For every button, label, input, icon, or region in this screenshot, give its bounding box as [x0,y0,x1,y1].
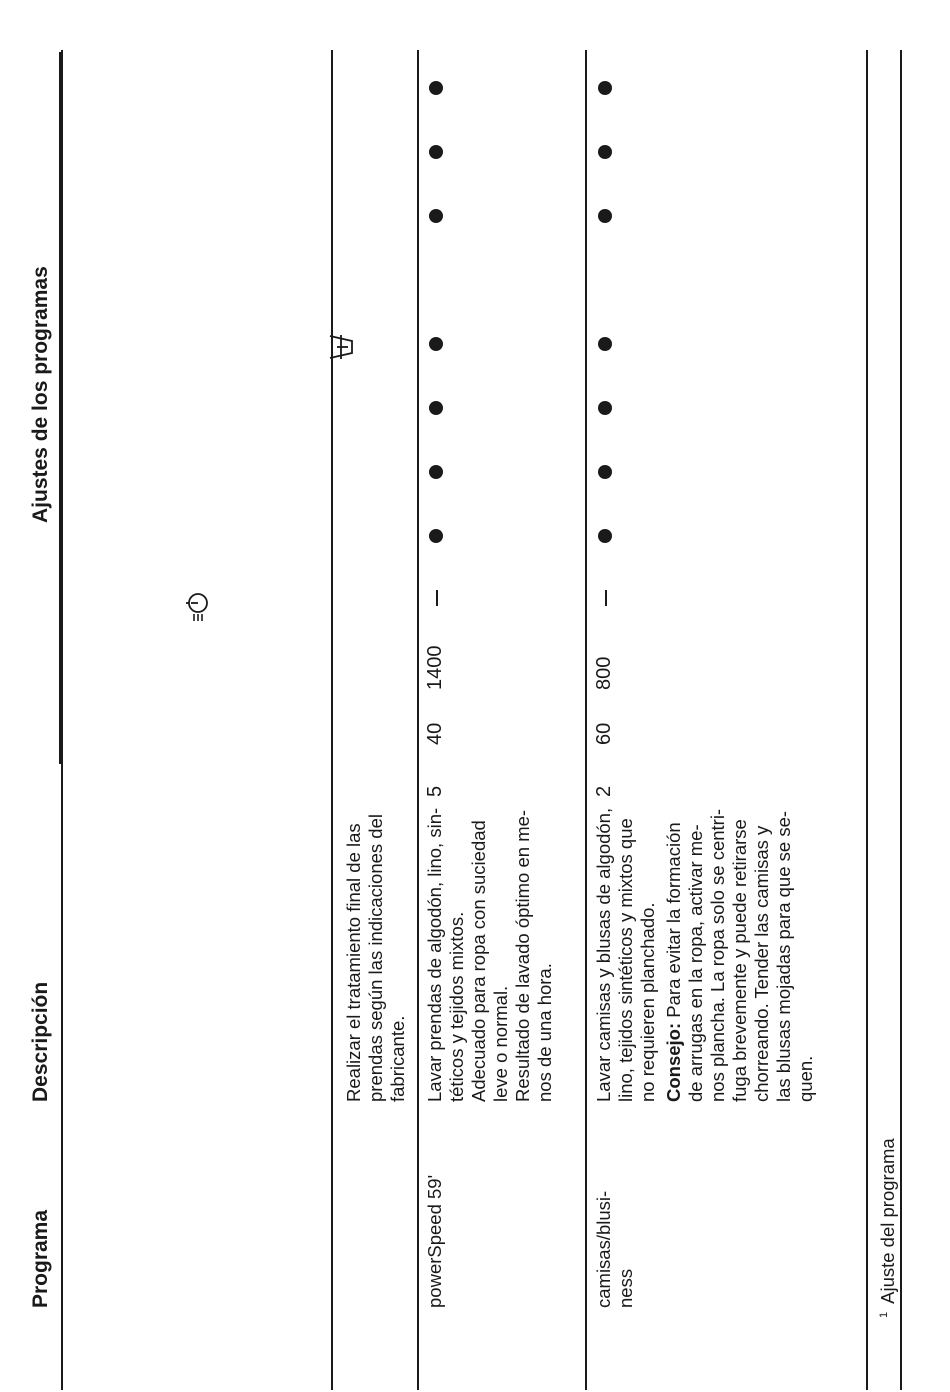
footnote-text: Ajuste del programa [877,1138,899,1304]
row1-dot [429,465,443,479]
row2-dot [598,209,612,223]
row1-desc-line2: téticos y tejidos mixtos. [446,911,467,1102]
footnote-mark: 1 [878,1311,890,1318]
row1-value-temp: 40 [424,722,446,745]
row2-dot [598,465,612,479]
row1-dot [429,81,443,95]
row2-dot [598,81,612,95]
row1-dot [429,401,443,415]
row1-desc-line1: Lavar prendas de algodón, lino, sin- [424,807,445,1102]
rule-header-left [61,760,62,761]
row2-consejo-line6: las blusas mojadas para que se se- [773,810,794,1102]
row2-desc-line3: no requieren planchado. [637,902,658,1102]
row0-desc-line3: fabricante. [387,1015,408,1102]
row2-programa-line2: ness [615,1268,636,1308]
settings-underline [59,52,61,764]
row2-consejo-line5: chorreando. Tender las camisas y [751,825,772,1102]
header-descripcion: Descripción [29,981,52,1102]
row2-value-spin: 800 [593,656,615,690]
row2-desc-line2: lino, tejidos sintéticos y mixtos que [615,818,636,1102]
header-ajustes: Ajustes de los programas [29,266,52,523]
row2-dot [598,337,612,351]
rule-row4 [866,50,868,1390]
row1-desc-line5: Resultado de lavado óptimo en me- [512,809,533,1102]
row1-dot [429,209,443,223]
row2-dot [598,529,612,543]
row1-desc-line4: leve o normal. [490,985,511,1102]
row1-value-spin: 1400 [424,645,446,690]
row2-dot [598,401,612,415]
rule-row1 [331,50,333,1390]
row2-consejo-line4: fuga brevemente y puede retirarse [729,819,750,1102]
rule-row3 [585,50,587,1390]
row2-dot [598,145,612,159]
row1-dash [436,590,438,606]
rule-top [61,50,63,1390]
row1-dot [429,145,443,159]
row0-desc-line1: Realizar el tratamiento final de las [343,823,364,1102]
row1-desc-line6: nos de una hora. [534,963,555,1102]
rinse-hold-icon [324,330,358,364]
row2-value-temp: 60 [593,722,615,745]
row2-consejo-line2: de arrugas en la ropa, activar me- [685,824,706,1102]
rule-bottom [900,50,902,1390]
row1-desc-line3: Adecuado para ropa con suciedad [468,820,489,1102]
row0-desc-line2: prendas según las indicaciones del [365,814,386,1102]
consejo-label: Consejo: [663,1022,684,1102]
header-programa: Programa [29,1209,52,1308]
row1-value-load: 5 [424,785,446,797]
row2-programa-line1: camisas/blusi- [593,1190,614,1308]
row1-programa: powerSpeed 59' [424,1174,445,1308]
rule-row2 [417,50,419,1390]
row2-consejo-line3: nos plancha. La ropa solo se centri- [707,808,728,1102]
speed-perfect-icon [180,588,216,624]
row2-consejo-line1 [663,822,685,1102]
footnote [873,1138,899,1318]
row2-desc-line1: Lavar camisas y blusas de algodón, [593,807,614,1102]
consejo-text: Para evitar la formación [663,822,684,1023]
row2-dash [605,590,607,606]
row1-dot [429,529,443,543]
row1-dot [429,337,443,351]
row2-value-load: 2 [593,785,615,797]
row2-consejo-line7: quen. [795,1055,816,1102]
